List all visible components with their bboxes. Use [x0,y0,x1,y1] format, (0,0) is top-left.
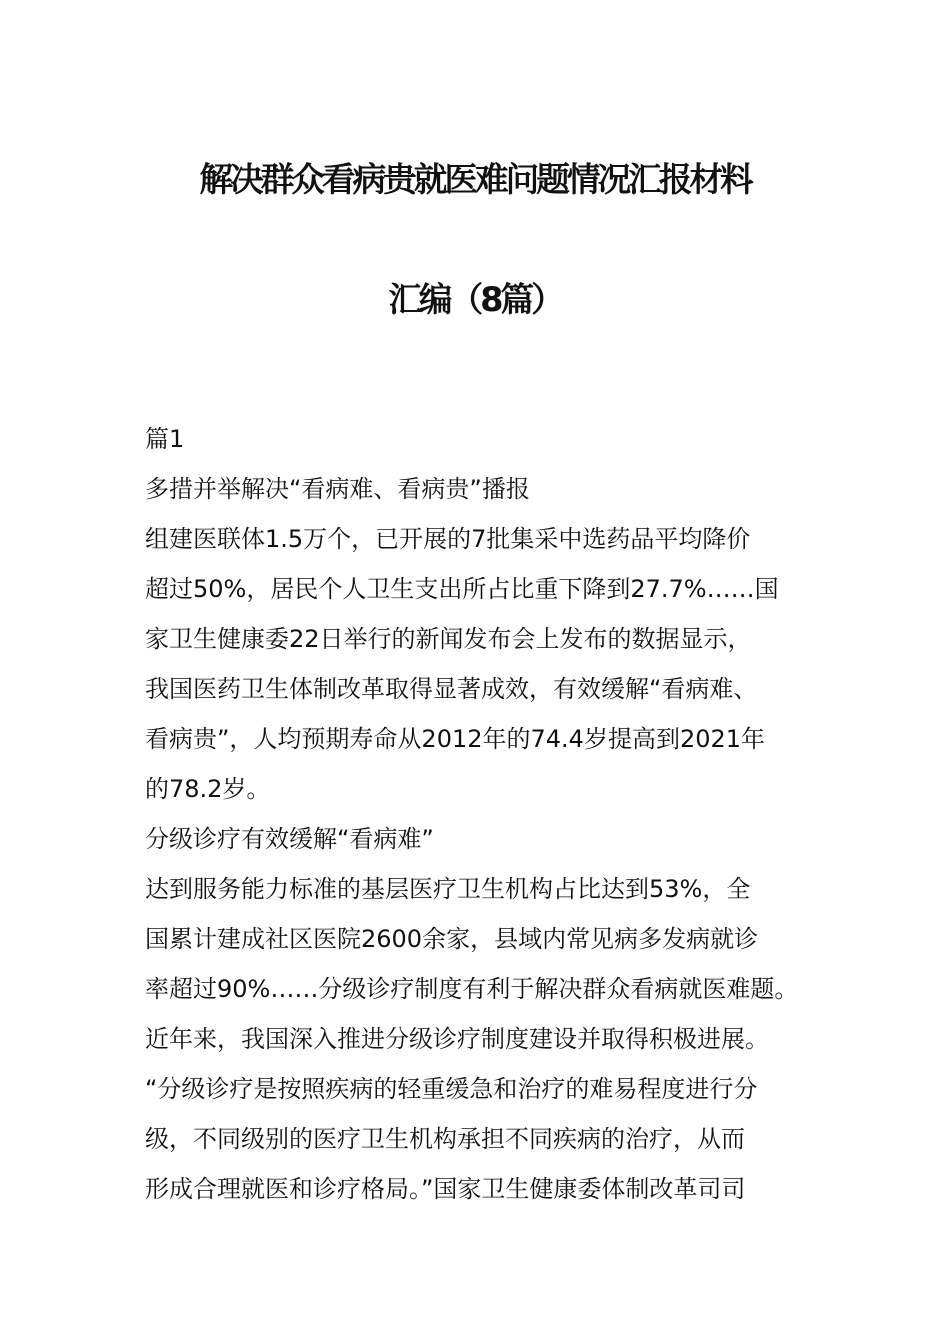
document-title-line-1: 解决群众看病贵就医难问题情况汇报材料 [199,160,751,199]
paragraph-1-line: 组建医联体1.5万个，已开展的7批集采中选药品平均降价 [145,525,751,553]
paragraph-1-line: 我国医药卫生体制改革取得显著成效，有效缓解“看病难、 [145,675,758,703]
document-title-line-2: 汇编（8篇） [388,280,562,319]
paragraph-1-line: 超过50%，居民个人卫生支出所占比重下降到27.7%……国 [145,575,779,603]
section-heading-1: 多措并举解决“看病难、看病贵”播报 [145,475,530,503]
paragraph-1-line: 家卫生健康委22日举行的新闻发布会上发布的数据显示， [145,625,752,653]
section-heading-2: 分级诊疗有效缓解“看病难” [145,825,434,853]
paragraph-1-line: 看病贵”，人均预期寿命从2012年的74.4岁提高到2021年 [145,725,766,753]
paragraph-2-line: 级，不同级别的医疗卫生机构承担不同疾病的治疗，从而 [145,1125,745,1153]
section-label: 篇1 [145,425,185,453]
paragraph-2-line: 率超过90%……分级诊疗制度有利于解决群众看病就医难题。 [145,975,799,1003]
paragraph-2-line: 国累计建成社区医院2600余家，县域内常见病多发病就诊 [145,925,759,953]
paragraph-1-line: 的78.2岁。 [145,775,271,803]
paragraph-2-line: 达到服务能力标准的基层医疗卫生机构占比达到53%，全 [145,875,751,903]
paragraph-2-line: 近年来，我国深入推进分级诊疗制度建设并取得积极进展。 [145,1025,769,1053]
paragraph-2-line: 形成合理就医和诊疗格局。”国家卫生健康委体制改革司司 [145,1175,746,1203]
paragraph-2-line: “分级诊疗是按照疾病的轻重缓急和治疗的难易程度进行分 [145,1075,758,1103]
